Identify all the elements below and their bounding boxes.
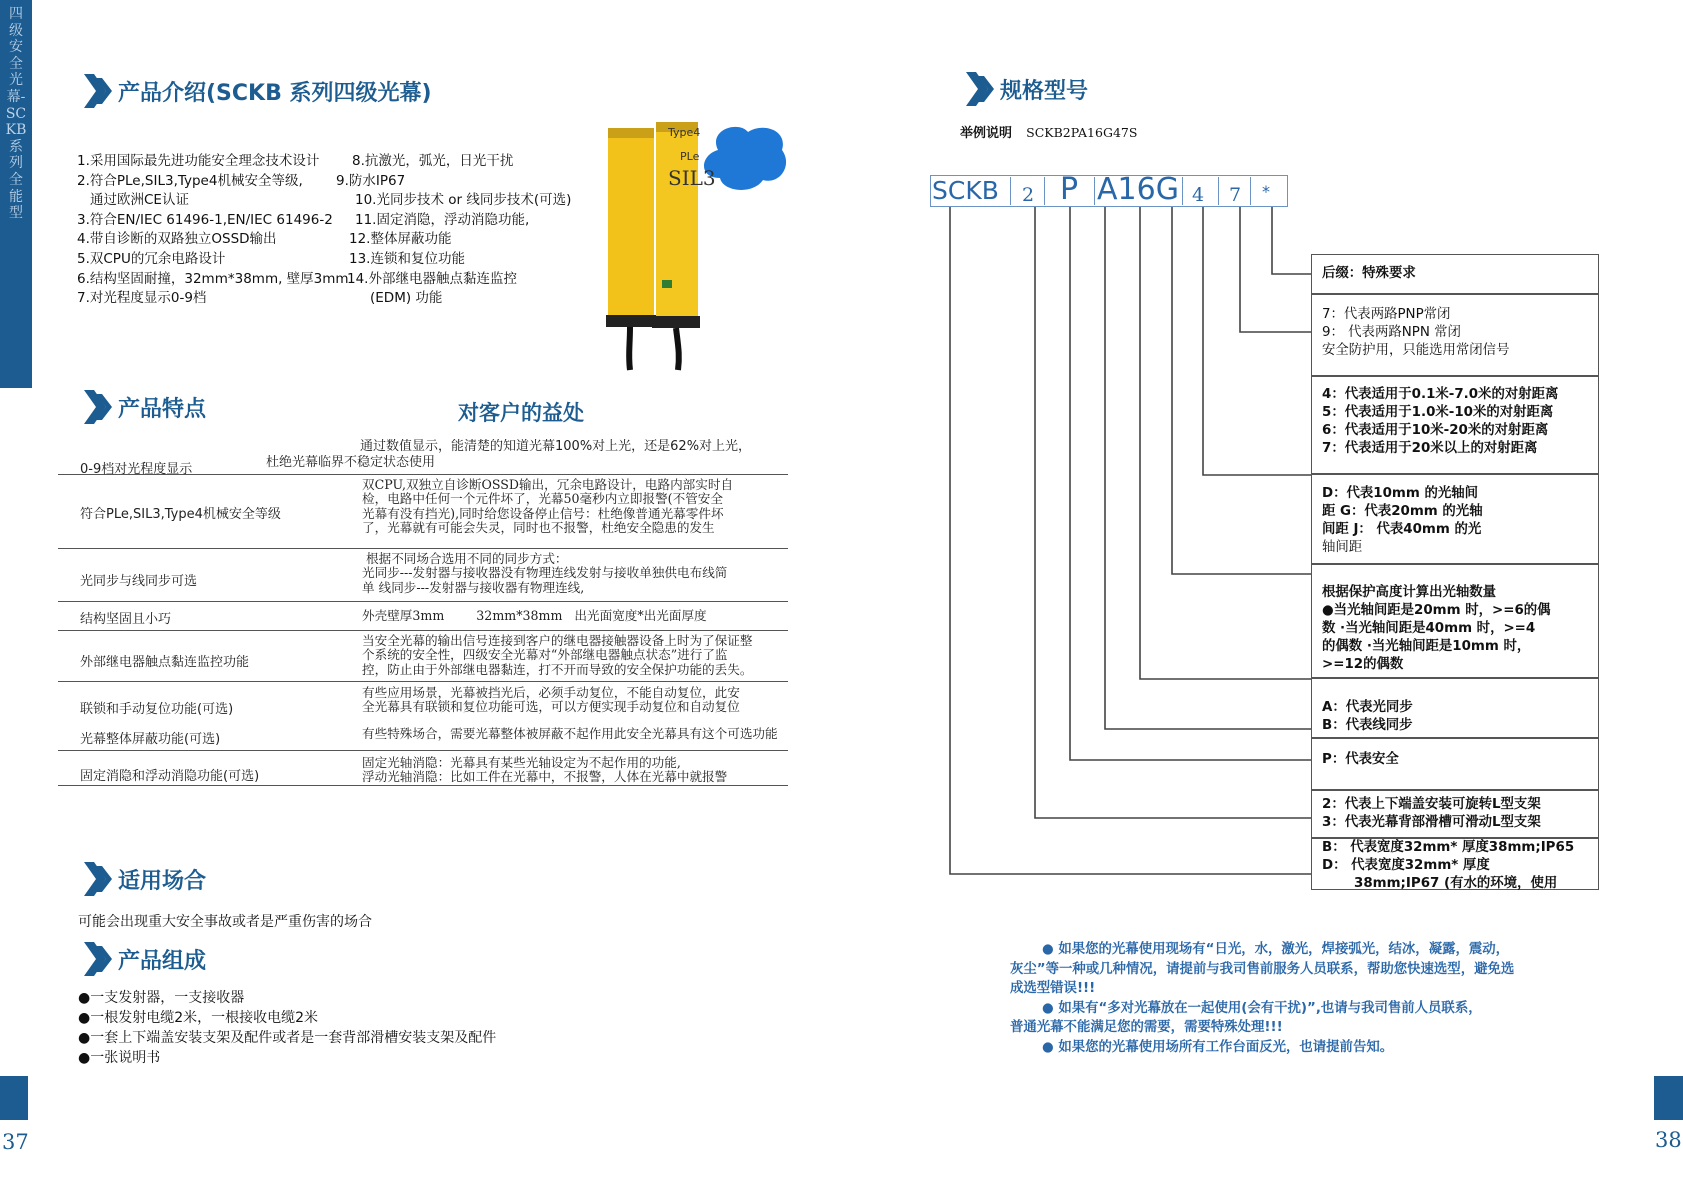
spec-box-housing [1311, 838, 1599, 890]
spec-line: 数 ·当光轴间距是40mm 时，>=4 [1322, 621, 1536, 636]
code-part-mount: 2 [1022, 184, 1035, 206]
page-number-right: 38 [1655, 1128, 1682, 1152]
spec-line: 5：代表适用于1.0米-10米的对射距离 [1322, 405, 1554, 420]
spec-line: B：代表线同步 [1322, 718, 1413, 733]
benefits-title: 对客户的益处 [458, 401, 584, 425]
feature-desc-line: 双CPU,双独立自诊断OSSD输出，冗余电路设计，电路内部实时自 [362, 478, 734, 492]
feature-desc-line: 根据不同场合选用不同的同步方式： [366, 552, 568, 566]
code-part-output: 7 [1229, 184, 1242, 206]
code-part-distance: 4 [1192, 184, 1205, 206]
feature-desc-line: 浮动光轴消隐：比如工件在光幕中，不报警，人体在光幕中就报警 [362, 770, 728, 785]
code-part-series: SCKB [932, 176, 999, 205]
code-part-suffix: * [1262, 182, 1270, 201]
spec-box-output [1311, 294, 1599, 376]
feature-desc-line: 杜绝光幕临界不稳定状态使用 [266, 455, 436, 470]
spec-line: 38mm;IP67 (有水的环境，使用 [1354, 876, 1558, 891]
intro-item: 2.符合PLe,SIL3,Type4机械安全等级, [77, 172, 303, 189]
spec-line: 3：代表光幕背部滑槽可滑动L型支架 [1322, 815, 1541, 830]
side-tab-text: 四级安全光幕-SCKB系列全能型 [5, 6, 27, 222]
feature-desc-line: 有些特殊场合，需要光幕整体被屏蔽不起作用此安全光幕具有这个可选功能 [362, 727, 778, 741]
notes-block [1010, 940, 1550, 1058]
intro-item: 6.结构坚固耐撞，32mm*38mm, 壁厚3mm [77, 270, 349, 287]
spec-line: D：代表10mm 的光轴间 [1322, 486, 1479, 501]
note-line: 成选型错误!!! [1010, 981, 1096, 997]
spec-box-suffix [1311, 254, 1599, 294]
feature-name: 固定消隐和浮动消隐功能(可选) [80, 769, 260, 784]
spec-line: 安全防护用，只能选用常闭信号 [1322, 343, 1510, 358]
intro-item: 14.外部继电器触点黏连监控 [347, 270, 517, 287]
note-line: ● 如果有“多对光幕放在一起使用(会有干扰)”,也请与我司售前人员联系， [1042, 1000, 1482, 1016]
spec-line: >=12的偶数 [1322, 657, 1404, 672]
feature-name: 光幕整体屏蔽功能(可选) [80, 732, 221, 747]
feature-name: 联锁和手动复位功能(可选) [80, 702, 234, 717]
intro-item: 11.固定消隐，浮动消隐功能, [355, 211, 530, 228]
composition-item: ●一根发射电缆2米，一根接收电缆2米 [78, 1010, 319, 1026]
product-badge-ple: PLe [680, 150, 700, 163]
intro-item: 3.符合EN/IEC 61496-1,EN/IEC 61496-2 [77, 211, 333, 228]
spec-line: 7：代表适用于20米以上的对射距离 [1322, 441, 1538, 456]
spec-line: 6：代表适用于10米-20米的对射距离 [1322, 423, 1549, 438]
spec-line: ●当光轴间距是20mm 时，>=6的偶 [1322, 603, 1551, 618]
product-badge-type4: Type4 [668, 126, 701, 139]
feature-desc-line: 检，电路中任何一个元件坏了，光幕50毫秒内立即报警(不管安全 [362, 492, 723, 507]
feature-desc-line: 有些应用场景，光幕被挡光后，必须手动复位，不能自动复位，此安 [362, 686, 740, 700]
application-title: 适用场合 [118, 868, 207, 894]
feature-name: 结构坚固且小巧 [80, 612, 172, 627]
composition-title: 产品组成 [118, 948, 207, 974]
spec-line: D： 代表宽度32mm* 厚度 [1322, 858, 1490, 873]
feature-desc-line: 全光幕具有联锁和复位功能可选，可以方便实现手动复位和自动复位 [362, 700, 740, 715]
intro-item: 9.防水IP67 [336, 172, 406, 189]
feature-name: 0-9档对光程度显示 [80, 462, 193, 477]
spec-line: A：代表光同步 [1322, 700, 1413, 715]
page-number-left: 37 [2, 1130, 29, 1154]
application-text: 可能会出现重大安全事故或者是严重伤害的场合 [78, 914, 372, 930]
spec-line: 距 G：代表20mm 的光轴 [1322, 504, 1483, 519]
spec-box-distance [1311, 376, 1599, 474]
composition-item: ●一支发射器，一支接收器 [78, 990, 245, 1006]
note-line: ● 如果您的光幕使用场所有工作台面反光，也请提前告知。 [1042, 1039, 1394, 1055]
spec-box-axis-spacing [1311, 474, 1599, 564]
product-badge-sil3: SIL3 [668, 166, 716, 190]
feature-name: 光同步与线同步可选 [80, 574, 198, 589]
feature-name: 符合PLe,SIL3,Type4机械安全等级 [80, 507, 281, 522]
composition-item: ●一套上下端盖安装支架及配件或者是一套背部滑槽安装支架及配件 [78, 1030, 497, 1046]
feature-desc-line: 控，防止由于外部继电器黏连，打不开而导致的安全保护功能的丢失。 [362, 662, 753, 677]
spec-line: 的偶数 ·当光轴间距是10mm 时， [1322, 639, 1531, 654]
code-part-safety: P [1060, 172, 1079, 207]
intro-item: 12.整体屏蔽功能 [349, 231, 452, 248]
intro-item: 4.带自诊断的双路独立OSSD输出 [77, 231, 277, 248]
intro-item: 13.连锁和复位功能 [349, 250, 465, 267]
example-label: 举例说明 [960, 126, 1013, 141]
spec-line: 9： 代表两路NPN 常闭 [1322, 325, 1461, 340]
spec-line: 4：代表适用于0.1米-7.0米的对射距离 [1322, 387, 1559, 402]
feature-desc-line: 外壳壁厚3mm 32mm*38mm 出光面宽度*出光面厚度 [362, 609, 707, 623]
spec-line: P：代表安全 [1322, 752, 1399, 767]
feature-desc-line: 光同步---发射器与接收器没有物理连线发射与接收单独供电布线简 [362, 566, 728, 581]
feature-desc-line: 单 线同步---发射器与接收器有物理连线, [362, 580, 585, 595]
feature-desc-line: 个系统的安全性，四级安全光幕对“外部继电器触点状态”进行了监 [362, 648, 728, 663]
note-line: ● 如果您的光幕使用现场有“日光，水，激光，焊接弧光，结冰，凝露，震动， [1042, 942, 1510, 957]
composition-item: ●一张说明书 [78, 1050, 161, 1066]
intro-item: 10.光同步技术 or 线同步技术(可选) [355, 192, 572, 209]
spec-box-safety [1311, 738, 1599, 790]
note-line: 普通光幕不能满足您的需要，需要特殊处理!!! [1010, 1020, 1283, 1036]
spec-box-sync [1311, 678, 1599, 738]
spec-title: 规格型号 [1000, 78, 1089, 104]
spec-line: 7：代表两路PNP常闭 [1322, 307, 1451, 322]
intro-item: 8.抗激光，弧光，日光干扰 [352, 153, 514, 169]
spec-line: 2：代表上下端盖安装可旋转L型支架 [1322, 797, 1541, 812]
intro-item: 7.对光程度显示0-9档 [77, 290, 207, 307]
code-part-height: A16G [1097, 172, 1179, 207]
intro-item: (EDM) 功能 [370, 290, 443, 307]
spec-line: B： 代表宽度32mm* 厚度38mm;IP65 [1322, 840, 1575, 855]
note-line: 灰尘”等一种或几种情况，请提前与我司售前服务人员联系，帮助您快速选型，避免选 [1010, 961, 1515, 977]
intro-item: 5.双CPU的冗余电路设计 [77, 250, 226, 267]
intro-title: 产品介绍(SCKB 系列四级光幕) [118, 80, 432, 106]
feature-desc-line: 固定光轴消隐：光幕具有某些光轴设定为不起作用的功能, [362, 756, 681, 770]
feature-desc-line: 了，光幕就有可能会失灵，同时也不报警，杜绝安全隐患的发生 [362, 521, 715, 536]
spec-box-axis-count [1311, 564, 1599, 678]
intro-item: 通过欧洲CE认证 [90, 192, 189, 209]
spec-line: 根据保护高度计算出光轴数量 [1322, 585, 1497, 600]
spec-line: 轴间距 [1322, 540, 1363, 555]
feature-desc-line: 光幕有没有挡光),同时给您设备停止信号：杜绝像普通光幕零件坏 [362, 506, 724, 521]
feature-name: 外部继电器触点黏连监控功能 [80, 655, 250, 670]
features-title: 产品特点 [118, 396, 207, 422]
feature-desc-line: 当安全光幕的输出信号连接到客户的继电器接触器设备上时为了保证整 [362, 634, 753, 648]
feature-desc-line: 通过数值显示，能清楚的知道光幕100%对上光，还是62%对上光， [360, 439, 752, 454]
intro-item: 1.采用国际最先进功能安全理念技术设计 [77, 153, 320, 169]
spec-box-bracket [1311, 790, 1599, 838]
spec-line: 间距 J： 代表40mm 的光 [1322, 522, 1482, 537]
example-code: SCKB2PA16G47S [1026, 125, 1138, 140]
spec-line: 后缀：特殊要求 [1322, 266, 1416, 281]
